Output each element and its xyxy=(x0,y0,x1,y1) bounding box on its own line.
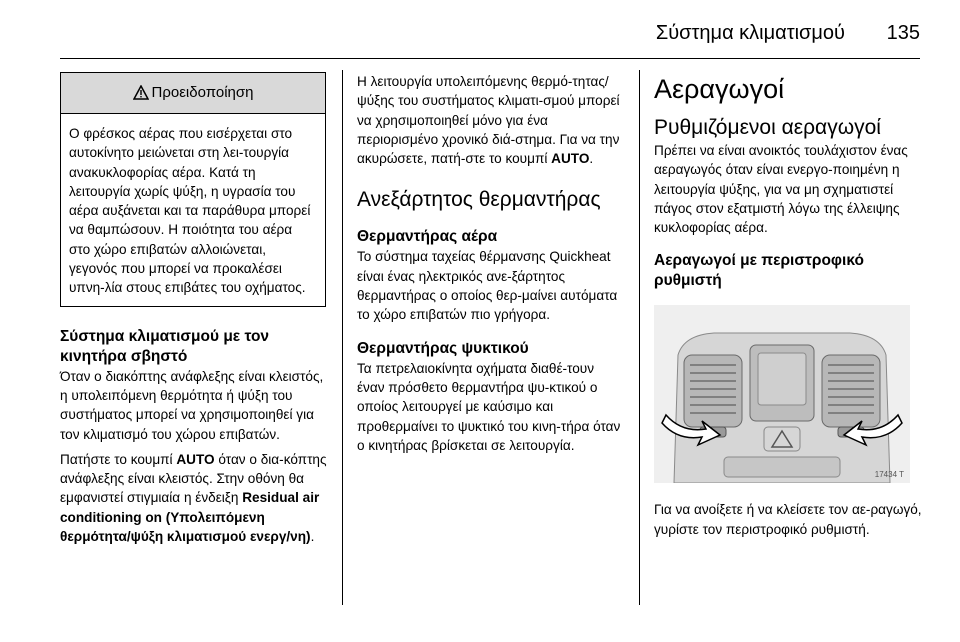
column-2 xyxy=(357,72,625,461)
subheading-coolant-heater: Θερμαντήρας ψυκτικού xyxy=(357,339,529,357)
auto-button-label: AUTO xyxy=(551,151,590,167)
text-fragment: όταν ο δια-κόπτης ανάφλεξης είναι κλειστός. Στην οθόνη θα εμφανιστεί στιγμιαία η ένδειξη xyxy=(60,451,327,506)
header-rule xyxy=(60,58,920,59)
paragraph-adjustable-vents: Πρέπει να είναι ανοικτός τουλάχιστον ένας αεραγωγός όταν είναι ενεργο-ποιημένη η λειτουργία ψύξης, για να μη σχηματιστεί πάγος στον εξατμιστή λόγω της έλλειψης κυκλοφορίας αέρα. xyxy=(654,143,908,236)
subheading-rotary-vents: Αεραγωγοί με περιστροφικό ρυθμιστή xyxy=(654,252,864,290)
page-header xyxy=(0,14,960,54)
section-heading-air-vents: Αεραγωγοί xyxy=(654,74,785,104)
figure-code: 17434 T xyxy=(874,470,904,480)
section-heading-engine-off: Σύστημα κλιματισμού με τον κινητήρα σβηστό xyxy=(60,327,270,365)
warning-box xyxy=(60,72,326,307)
paragraph-residual-auto xyxy=(60,450,328,546)
vent-illustration xyxy=(654,305,910,483)
text-fragment: Πατήστε το κουμπί xyxy=(60,451,177,467)
paragraph-residual-intro: Όταν ο διακόπτης ανάφλεξης είναι κλειστός, η υπολειπόμενη θερμότητα ή ψύξη του συστήματος μπορεί να χρησιμοποιηθεί για τον κλιματισμό του χώρου επιβατών. xyxy=(60,368,324,442)
running-title: Σύστημα κλιματισμού xyxy=(655,22,845,44)
page-number: 135 xyxy=(886,22,920,44)
section-heading-aux-heater: Ανεξάρτητος θερμαντήρας xyxy=(357,188,601,212)
text-fragment: . xyxy=(310,529,315,545)
column-3 xyxy=(654,72,922,545)
paragraph-air-heater: Το σύστημα ταχείας θέρμανσης Quickheat είναι ένας ηλεκτρικός ανε-ξάρτητος θερμαντήρας ο οποίος θερ-μαίνει αυτόματα το χώρο επιβατών πιο γρήγορα. xyxy=(357,249,618,323)
paragraph-residual-limit xyxy=(357,72,625,168)
auto-button-label: AUTO xyxy=(176,451,215,467)
text-fragment: . xyxy=(589,151,594,167)
warning-text: Ο φρέσκος αέρας που εισέρχεται στο αυτοκίνητο μειώνεται στη λει-τουργία ανακυκλοφορίας αέρα. Κατά τη λειτουργία χωρίς ψύξη, η υγρασία του αέρα αυξάνεται και τα παράθυρα μπορεί να θαμπώσουν. Η ποιότητα του αέρα στο χώρο επιβατών αλλοιώνεται, γεγονός που μπορεί να προκαλέσει υπνη-λία στους επιβάτες του οχήματος. xyxy=(69,126,311,296)
subheading-adjustable-vents: Ρυθμιζόμενοι αεραγωγοί xyxy=(654,116,881,139)
subheading-air-heater: Θερμαντήρας αέρα xyxy=(357,228,498,246)
text-fragment: Η λειτουργία υπολειπόμενης θερμό-τητας/ψύξης του συστήματος κλιματι-σμού μπορεί να χρησιμοποιηθεί μόνο για ένα περιορισμένο χρονικό διά-στημα. Για να την ακυρώσετε, πατή-στε το κουμπί xyxy=(357,74,620,167)
warning-triangle-icon xyxy=(133,85,149,100)
column-divider-2 xyxy=(639,70,640,605)
column-divider-1 xyxy=(342,70,343,605)
warning-header xyxy=(61,73,325,114)
column-1 xyxy=(60,72,328,552)
warning-title: Προειδοποίηση xyxy=(151,84,254,101)
paragraph-rotary-adjust: Για να ανοίξετε ή να κλείσετε τον αε-ραγωγό, γυρίστε τον περιστροφικό ρυθμιστή. xyxy=(654,502,922,537)
display-message: Residual air conditioning on (Υπολειπόμενη θερμότητα/ψύξη κλιματισμού ενεργ/νη) xyxy=(60,490,320,545)
paragraph-coolant-heater: Τα πετρελαιοκίνητα οχήματα διαθέ-τουν έναν πρόσθετο θερμαντήρα ψυ-κτικού ο οποίος λειτουργεί με καύσιμο και προθερμαίνει το ψυκτικό του κινη-τήρα όταν ο κινητήρας βρίσκεται σε λειτουργία. xyxy=(357,360,621,453)
